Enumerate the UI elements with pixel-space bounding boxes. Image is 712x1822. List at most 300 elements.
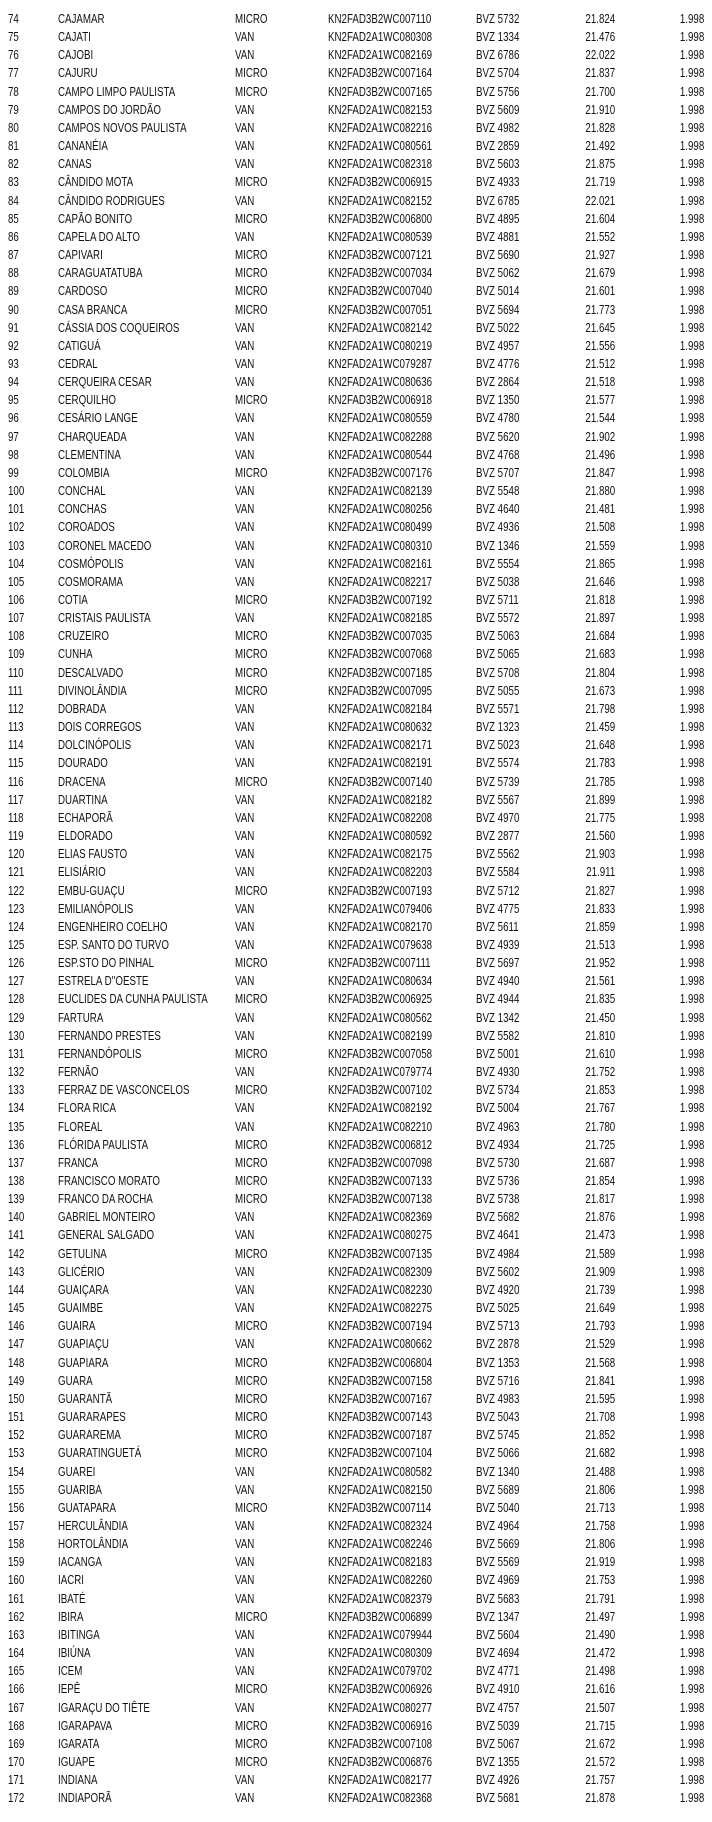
value: 21.544 (585, 411, 615, 426)
year-value-cell (673, 1553, 704, 1571)
vehicle-type-cell (235, 246, 277, 264)
license-plate: BVZ 5712 (476, 883, 520, 898)
year-value-cell (673, 1372, 704, 1390)
row-number: 140 (8, 1210, 25, 1225)
vehicle-type: MICRO (235, 1446, 268, 1461)
municipality-name: DOBRADA (58, 701, 107, 716)
vehicle-type-cell (235, 1662, 260, 1680)
value-cell (577, 1281, 615, 1299)
vehicle-type: MICRO (235, 1736, 268, 1751)
table-row (0, 1626, 712, 1644)
license-plate-cell (476, 1281, 532, 1299)
vehicle-type-cell (235, 1408, 277, 1426)
year-value: 1.998 (679, 211, 704, 226)
municipality-name-cell (58, 1571, 91, 1589)
value-cell (577, 173, 615, 191)
license-plate-cell (476, 1099, 532, 1117)
value-cell (577, 1335, 615, 1353)
license-plate-cell (476, 972, 532, 990)
vehicle-type: VAN (235, 1646, 255, 1661)
year-value-cell (673, 1626, 704, 1644)
year-value-cell (673, 482, 704, 500)
row-number-cell (8, 282, 22, 300)
license-plate-cell (476, 1263, 532, 1281)
municipality-name-cell (58, 809, 128, 827)
year-value-cell (673, 1226, 704, 1244)
license-plate: BVZ 4757 (476, 1700, 520, 1715)
value: 21.818 (585, 593, 615, 607)
license-plate: BVZ 5040 (476, 1500, 520, 1515)
row-number-cell (8, 1699, 29, 1717)
municipality-name-cell (58, 700, 120, 718)
table-row (0, 409, 712, 427)
license-plate-cell (476, 954, 532, 972)
table-row (0, 210, 712, 228)
chassis-number-cell (328, 1680, 461, 1698)
license-plate: BVZ 5756 (476, 84, 520, 99)
year-value: 1.998 (679, 919, 704, 934)
license-plate: BVZ 1342 (476, 1010, 520, 1025)
table-row (0, 591, 712, 609)
municipality-name-cell (58, 464, 124, 482)
year-value: 1.998 (679, 1355, 704, 1370)
row-number: 149 (8, 1373, 25, 1388)
row-number: 135 (8, 1119, 25, 1134)
license-plate: BVZ 5025 (476, 1301, 520, 1316)
row-number-cell (8, 119, 22, 137)
municipality-name: CRISTAIS PAULISTA (58, 611, 151, 626)
municipality-name-cell (58, 119, 223, 137)
row-number: 145 (8, 1301, 25, 1316)
chassis-number-cell (328, 900, 461, 918)
municipality-name: INDIAPORÃ (58, 1791, 112, 1806)
municipality-name: DOURADO (58, 756, 108, 771)
chassis-number: KN2FAD3B2WC007192 (328, 593, 433, 607)
chassis-number: KN2FAD2A1WC082275 (328, 1301, 433, 1316)
chassis-number: KN2FAD2A1WC080559 (328, 411, 433, 426)
year-value-cell (673, 1789, 704, 1807)
chassis-number: KN2FAD2A1WC082260 (328, 1573, 433, 1588)
table-row (0, 101, 712, 119)
year-value-cell (673, 1154, 704, 1172)
row-number: 75 (8, 30, 19, 45)
chassis-number-cell (328, 101, 461, 119)
license-plate-cell (476, 1226, 532, 1244)
municipality-name: ESP.STO DO PINHAL (58, 956, 155, 971)
license-plate-cell (476, 1626, 532, 1644)
vehicle-type: MICRO (235, 12, 268, 26)
table-row (0, 1208, 712, 1226)
value: 21.645 (585, 320, 615, 335)
table-row (0, 137, 712, 155)
vehicle-type: VAN (235, 1301, 255, 1316)
chassis-number: KN2FAD3B2WC007111 (328, 956, 431, 971)
license-plate: BVZ 4933 (476, 175, 520, 190)
chassis-number: KN2FAD2A1WC082139 (328, 484, 433, 499)
year-value-cell (673, 1481, 704, 1499)
value-cell (577, 954, 615, 972)
municipality-name-cell (58, 83, 208, 101)
license-plate-cell (476, 355, 532, 373)
value-cell (577, 28, 615, 46)
municipality-name: IEPÊ (58, 1682, 81, 1697)
municipality-name-cell (58, 1118, 115, 1136)
vehicle-type: MICRO (235, 84, 268, 99)
row-number-cell (8, 137, 22, 155)
year-value-cell (673, 1717, 704, 1735)
year-value: 1.998 (679, 1428, 704, 1443)
municipality-name: ECHAPORÃ (58, 810, 113, 825)
value-cell (577, 137, 615, 155)
year-value-cell (673, 155, 704, 173)
value-cell (577, 627, 615, 645)
table-row (0, 863, 712, 881)
municipality-name: COLOMBIA (58, 465, 110, 480)
row-number-cell (8, 1354, 29, 1372)
row-number-cell (8, 627, 29, 645)
vehicle-type: MICRO (235, 774, 268, 789)
vehicle-type: MICRO (235, 284, 268, 299)
table-row (0, 1081, 712, 1099)
row-number-cell (8, 936, 29, 954)
municipality-name-cell (58, 773, 119, 791)
municipality-name: GUAPIARA (58, 1355, 109, 1370)
vehicle-type: VAN (235, 574, 255, 589)
chassis-number: KN2FAD3B2WC007095 (328, 683, 433, 698)
row-number-cell (8, 409, 22, 427)
year-value-cell (673, 1517, 704, 1535)
table-row (0, 1354, 712, 1372)
value-cell (577, 1680, 615, 1698)
license-plate-cell (476, 1463, 532, 1481)
municipality-name: IBITINGA (58, 1627, 100, 1642)
municipality-name: ELISIÁRIO (58, 865, 106, 880)
license-plate-cell (476, 1118, 532, 1136)
table-row (0, 700, 712, 718)
value-cell (577, 1590, 615, 1608)
value: 21.824 (585, 12, 615, 26)
municipality-name: CLEMENTINA (58, 447, 121, 462)
table-row (0, 301, 712, 319)
license-plate: BVZ 5582 (476, 1028, 520, 1043)
year-value-cell (673, 101, 704, 119)
row-number: 113 (8, 720, 24, 735)
chassis-number: KN2FAD2A1WC079406 (328, 901, 433, 916)
year-value-cell (673, 500, 704, 518)
year-value: 1.998 (679, 1192, 704, 1207)
municipality-name-cell (58, 301, 147, 319)
license-plate: BVZ 4895 (476, 211, 520, 226)
value-cell (577, 591, 615, 609)
vehicle-type-cell (235, 1789, 260, 1807)
value: 21.683 (585, 647, 615, 662)
license-plate-cell (476, 10, 532, 28)
year-value: 1.998 (679, 1555, 704, 1570)
vehicle-type: VAN (235, 919, 255, 934)
license-plate-cell (476, 500, 532, 518)
chassis-number-cell (328, 500, 461, 518)
license-plate-cell (476, 1444, 532, 1462)
chassis-number-cell (328, 1499, 460, 1517)
chassis-number-cell (328, 1063, 461, 1081)
table-row (0, 1426, 712, 1444)
table-row (0, 918, 712, 936)
year-value: 1.998 (679, 720, 704, 735)
row-number: 144 (8, 1282, 25, 1297)
vehicle-type: MICRO (235, 647, 268, 662)
license-plate: BVZ 5734 (476, 1083, 520, 1098)
year-value: 1.998 (679, 175, 704, 190)
license-plate-cell (476, 391, 532, 409)
row-number-cell (8, 192, 22, 210)
value: 21.496 (585, 447, 615, 462)
vehicle-type: MICRO (235, 1428, 268, 1443)
year-value-cell (673, 1463, 704, 1481)
table-row (0, 791, 712, 809)
municipality-name-cell (58, 192, 195, 210)
vehicle-type-cell (235, 1063, 260, 1081)
table-row (0, 1553, 712, 1571)
row-number-cell (8, 83, 22, 101)
license-plate: BVZ 4934 (476, 1137, 520, 1152)
vehicle-type: VAN (235, 356, 255, 371)
value-cell (577, 1771, 615, 1789)
row-number-cell (8, 718, 28, 736)
municipality-name-cell (58, 1354, 123, 1372)
year-value-cell (673, 863, 704, 881)
license-plate-cell (476, 1590, 532, 1608)
value-cell (577, 337, 615, 355)
value-cell (577, 645, 615, 663)
municipality-name-cell (58, 1299, 116, 1317)
row-number-cell (8, 591, 29, 609)
municipality-name-cell (58, 1045, 165, 1063)
value: 21.752 (585, 1065, 615, 1080)
chassis-number-cell (328, 1608, 461, 1626)
table-row (0, 1118, 712, 1136)
vehicle-type: VAN (235, 193, 255, 208)
municipality-name: GUAIRA (58, 1319, 96, 1334)
license-plate-cell (476, 555, 532, 573)
vehicle-type: VAN (235, 411, 255, 426)
municipality-name-cell (58, 627, 123, 645)
row-number: 127 (8, 974, 25, 989)
vehicle-type-cell (235, 1045, 277, 1063)
value: 21.852 (585, 1428, 615, 1443)
table-row (0, 1009, 712, 1027)
vehicle-type: MICRO (235, 1137, 268, 1152)
municipality-name: CAJURU (58, 66, 98, 81)
row-number-cell (8, 609, 29, 627)
value: 21.853 (585, 1083, 615, 1098)
license-plate-cell (476, 119, 532, 137)
chassis-number-cell (328, 10, 460, 28)
municipality-name: ESP. SANTO DO TURVO (58, 937, 169, 952)
chassis-number: KN2FAD3B2WC007035 (328, 629, 433, 644)
municipality-name-cell (58, 1517, 148, 1535)
vehicle-type-cell (235, 900, 260, 918)
municipality-name: CEDRAL (58, 356, 98, 371)
chassis-number-cell (328, 1771, 461, 1789)
license-plate: BVZ 5611 (476, 919, 519, 934)
year-value: 1.998 (679, 1282, 704, 1297)
value-cell (577, 1154, 615, 1172)
municipality-name-cell (58, 754, 122, 772)
row-number-cell (8, 1771, 29, 1789)
license-plate: BVZ 5038 (476, 574, 520, 589)
license-plate-cell (476, 1535, 532, 1553)
vehicle-type: VAN (235, 1664, 255, 1679)
row-number: 100 (8, 484, 25, 499)
value-cell (577, 990, 615, 1008)
license-plate: BVZ 5745 (476, 1428, 520, 1443)
vehicle-type: VAN (235, 1264, 255, 1279)
chassis-number: KN2FAD2A1WC080219 (328, 338, 433, 353)
year-value-cell (673, 1208, 704, 1226)
table-row (0, 1753, 712, 1771)
row-number: 119 (8, 829, 24, 844)
table-row (0, 954, 712, 972)
value-cell (577, 809, 615, 827)
municipality-name: DOLCINÓPOLIS (58, 738, 132, 753)
row-number-cell (8, 954, 29, 972)
municipality-name: CERQUILHO (58, 393, 116, 408)
table-row (0, 1535, 712, 1553)
vehicle-type: VAN (235, 139, 255, 154)
year-value: 1.998 (679, 1028, 704, 1043)
table-row (0, 1226, 712, 1244)
row-number-cell (8, 482, 29, 500)
chassis-number: KN2FAD2A1WC079702 (328, 1664, 433, 1679)
chassis-number-cell (328, 337, 461, 355)
vehicle-type: VAN (235, 865, 255, 880)
row-number-cell (8, 1553, 29, 1571)
value-cell (577, 1027, 615, 1045)
year-value-cell (673, 1644, 704, 1662)
license-plate-cell (476, 1390, 532, 1408)
chassis-number-cell (328, 155, 461, 173)
year-value-cell (673, 1190, 704, 1208)
chassis-number: KN2FAD2A1WC082369 (328, 1210, 433, 1225)
chassis-number-cell (328, 1553, 461, 1571)
chassis-number-cell (328, 1027, 461, 1045)
chassis-number-cell (328, 573, 461, 591)
municipality-name: FLOREAL (58, 1119, 103, 1134)
municipality-name: CANAS (58, 157, 92, 172)
vehicle-type: VAN (235, 701, 255, 716)
value-cell (577, 609, 615, 627)
value-cell (577, 1699, 615, 1717)
vehicle-type: MICRO (235, 1174, 268, 1188)
license-plate: BVZ 5707 (476, 465, 520, 480)
license-plate: BVZ 5669 (476, 1537, 520, 1552)
municipality-name: CAPIVARI (58, 248, 103, 263)
municipality-name-cell (58, 1644, 100, 1662)
chassis-number: KN2FAD3B2WC007108 (328, 1736, 433, 1751)
chassis-number: KN2FAD2A1WC082199 (328, 1028, 433, 1043)
vehicle-type: VAN (235, 447, 255, 462)
row-number-cell (8, 1263, 29, 1281)
municipality-name: IBATÉ (58, 1591, 86, 1606)
row-number-cell (8, 155, 22, 173)
value: 21.837 (585, 66, 615, 81)
row-number: 170 (8, 1755, 25, 1769)
row-number-cell (8, 1335, 29, 1353)
municipality-name: GUAREI (58, 1464, 96, 1479)
vehicle-type-cell (235, 1390, 277, 1408)
municipality-name-cell (58, 682, 146, 700)
row-number-cell (8, 428, 22, 446)
table-row (0, 645, 712, 663)
license-plate-cell (476, 409, 532, 427)
vehicle-type: MICRO (235, 665, 268, 680)
municipality-name-cell (58, 1463, 106, 1481)
value-cell (577, 1408, 615, 1426)
value-cell (577, 1063, 615, 1081)
municipality-name: IGARAÇU DO TIÊTE (58, 1700, 150, 1715)
value-cell (577, 936, 615, 954)
table-row (0, 155, 712, 173)
municipality-name-cell (58, 137, 122, 155)
vehicle-type-cell (235, 573, 260, 591)
chassis-number: KN2FAD2A1WC082183 (328, 1555, 433, 1570)
row-number-cell (8, 754, 28, 772)
vehicle-type-cell (235, 827, 260, 845)
year-value: 1.998 (679, 1718, 704, 1733)
row-number: 101 (8, 502, 25, 517)
value-cell (577, 1372, 615, 1390)
municipality-name: GENERAL SALGADO (58, 1228, 155, 1243)
chassis-number: KN2FAD3B2WC006918 (328, 393, 433, 408)
value-cell (577, 10, 615, 28)
chassis-number: KN2FAD2A1WC079774 (328, 1065, 433, 1080)
license-plate: BVZ 5001 (476, 1046, 520, 1061)
municipality-name-cell (58, 537, 178, 555)
year-value: 1.998 (679, 629, 704, 644)
year-value-cell (673, 1390, 704, 1408)
value-cell (577, 736, 615, 754)
municipality-name: IBIÚNA (58, 1646, 91, 1661)
year-value: 1.998 (679, 1065, 704, 1080)
license-plate: BVZ 5603 (476, 157, 520, 172)
value: 21.687 (585, 1155, 615, 1170)
table-row (0, 1281, 712, 1299)
year-value: 1.998 (679, 447, 704, 462)
license-plate: BVZ 5055 (476, 683, 520, 698)
chassis-number: KN2FAD2A1WC082175 (328, 847, 433, 862)
row-number-cell (8, 773, 28, 791)
row-number-cell (8, 700, 28, 718)
row-number-cell (8, 1226, 29, 1244)
year-value: 1.998 (679, 120, 704, 135)
vehicle-type: VAN (235, 30, 255, 45)
municipality-name: GETULINA (58, 1246, 107, 1261)
year-value-cell (673, 1753, 704, 1771)
year-value: 1.998 (679, 810, 704, 825)
table-row (0, 1662, 712, 1680)
year-value: 1.998 (679, 30, 704, 45)
row-number-cell (8, 228, 22, 246)
value: 21.719 (585, 175, 615, 190)
municipality-name-cell (58, 482, 119, 500)
chassis-number: KN2FAD2A1WC082230 (328, 1282, 433, 1297)
chassis-number-cell (328, 936, 461, 954)
vehicle-type-cell (235, 591, 277, 609)
year-value: 1.998 (679, 1736, 704, 1751)
municipality-name: DRACENA (58, 774, 106, 789)
license-plate-cell (476, 882, 532, 900)
vehicle-type-cell (235, 1481, 260, 1499)
